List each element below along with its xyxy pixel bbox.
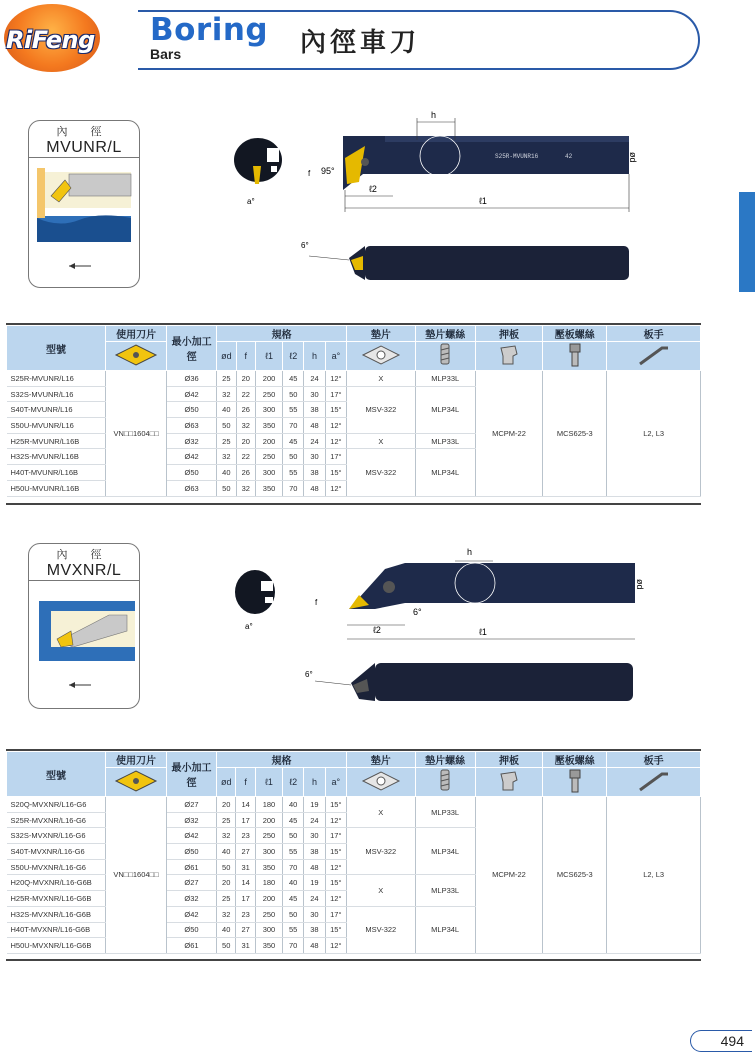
- sub-a: a°: [325, 768, 346, 797]
- cell-model: H25R-MVUNR/L16B: [7, 433, 106, 449]
- cell-f: 31: [236, 938, 255, 954]
- boring-application-illustration: [29, 581, 139, 703]
- col-clamp: 押板: [475, 326, 543, 342]
- cell-model: S32S-MVUNR/L16: [7, 386, 106, 402]
- col-model: 型號: [7, 752, 106, 797]
- cell-f: 26: [236, 402, 255, 418]
- model-card-code: MVUNR/L: [46, 139, 122, 156]
- rifeng-logo-text: RiFeng: [6, 26, 95, 54]
- cell-h: 30: [304, 828, 325, 844]
- cell-h: 19: [304, 875, 325, 891]
- dim-l2: ℓ2: [373, 625, 381, 635]
- sub-d: ød: [217, 342, 237, 371]
- cell-bore: Ø61: [167, 938, 217, 954]
- cell-h: 24: [304, 812, 325, 828]
- cell-bore: Ø42: [167, 449, 217, 465]
- model-card-code: MVXNR/L: [46, 562, 122, 579]
- cell-h: 48: [304, 938, 325, 954]
- cell-bore: Ø50: [167, 465, 217, 481]
- cell-l2: 70: [283, 859, 304, 875]
- cell-shim: MSV-322: [347, 449, 416, 496]
- dim-a: a°: [247, 197, 255, 206]
- cell-l2: 55: [283, 465, 304, 481]
- cell-a: 12°: [325, 938, 346, 954]
- cell-a: 12°: [325, 891, 346, 907]
- shim-icon: [347, 342, 416, 371]
- cell-d: 40: [217, 465, 237, 481]
- cell-model: H25R-MVXNR/L16-G6B: [7, 891, 106, 907]
- cell-model: H40T-MVXNR/L16-G6B: [7, 922, 106, 938]
- col-clamp-screw: 壓板螺絲: [543, 326, 607, 342]
- side-section-tab: [739, 192, 755, 292]
- cell-l2: 55: [283, 402, 304, 418]
- cell-f: 27: [236, 844, 255, 860]
- cell-a: 12°: [325, 433, 346, 449]
- cell-l1: 200: [255, 812, 282, 828]
- cell-h: 19: [304, 797, 325, 813]
- cell-f: 23: [236, 906, 255, 922]
- cell-l2: 50: [283, 828, 304, 844]
- cell-a: 15°: [325, 922, 346, 938]
- cell-d: 40: [216, 844, 236, 860]
- cell-l2: 50: [283, 449, 304, 465]
- col-shim-screw: 墊片螺絲: [415, 326, 475, 342]
- cell-d: 50: [216, 938, 236, 954]
- cell-f: 14: [236, 875, 255, 891]
- cell-clamp: MCPM-22: [475, 371, 543, 497]
- cell-l1: 180: [255, 797, 282, 813]
- cell-l2: 40: [283, 797, 304, 813]
- cell-h: 38: [304, 844, 325, 860]
- insert-icon: [105, 768, 166, 797]
- cell-model: S25R-MVUNR/L16: [7, 371, 106, 387]
- cell-shim: MSV-322: [347, 906, 416, 953]
- cell-d: 50: [217, 418, 237, 434]
- cell-model: H32S-MVXNR/L16-G6B: [7, 906, 106, 922]
- cell-a: 17°: [325, 386, 346, 402]
- col-insert: 使用刀片: [105, 752, 166, 768]
- dim-d: ød: [635, 579, 645, 590]
- dim-angle-95: 95°: [321, 166, 335, 176]
- model-card-header: [29, 544, 139, 581]
- table1-bottom-rule: [6, 503, 701, 505]
- cell-shim: X: [347, 875, 416, 906]
- cell-bore: Ø36: [167, 371, 217, 387]
- sub-l1: ℓ1: [255, 768, 282, 797]
- cell-bore: Ø42: [167, 906, 217, 922]
- cell-d: 20: [216, 797, 236, 813]
- cell-l2: 70: [283, 938, 304, 954]
- cell-bore: Ø32: [167, 891, 217, 907]
- cell-l1: 350: [255, 938, 282, 954]
- cell-shim: X: [347, 433, 416, 449]
- cell-l2: 55: [283, 922, 304, 938]
- col-model: 型號: [7, 326, 106, 371]
- cell-model: H40T-MVUNR/L16B: [7, 465, 106, 481]
- dim-side-angle: 6°: [301, 241, 309, 250]
- cell-bore: Ø63: [167, 418, 217, 434]
- cell-f: 32: [236, 480, 255, 496]
- cell-a: 12°: [325, 859, 346, 875]
- cell-l1: 350: [255, 418, 282, 434]
- cell-wrench: L2, L3: [607, 371, 701, 497]
- cell-l1: 200: [255, 433, 282, 449]
- cell-a: 17°: [325, 906, 346, 922]
- model-card-label: 內 徑: [56, 126, 112, 138]
- cell-f: 22: [236, 449, 255, 465]
- cell-l2: 45: [283, 371, 304, 387]
- spec-table-mvxnr: [6, 751, 701, 954]
- tool-shank-top: [405, 563, 635, 603]
- cell-shim: MSV-322: [347, 386, 416, 433]
- cell-shim-screw: MLP34L: [415, 386, 475, 433]
- wrench-icon: [607, 768, 701, 797]
- cell-l2: 70: [283, 480, 304, 496]
- cell-a: 15°: [325, 875, 346, 891]
- shim-screw-icon: [415, 768, 475, 797]
- model-card-mvxnr: [28, 543, 140, 709]
- cell-model: H32S-MVUNR/L16B: [7, 449, 106, 465]
- cell-bore: Ø61: [167, 859, 217, 875]
- cell-bore: Ø42: [167, 828, 217, 844]
- cell-f: 23: [236, 828, 255, 844]
- boring-application-illustration: [29, 158, 139, 282]
- cell-insert-code: VN□□1604□□: [106, 371, 167, 497]
- dim-h: h: [431, 110, 437, 120]
- table2-bottom-rule: [6, 959, 701, 961]
- tool-shank-side: [365, 246, 629, 280]
- cell-bore: Ø32: [167, 812, 217, 828]
- dim-d: ød: [628, 152, 638, 163]
- subtitle-english: Bars: [150, 46, 182, 62]
- cell-l1: 350: [255, 480, 282, 496]
- cell-d: 25: [216, 891, 236, 907]
- cell-h: 30: [304, 386, 325, 402]
- cell-h: 30: [304, 449, 325, 465]
- cell-a: 12°: [325, 418, 346, 434]
- cell-model: H50U-MVUNR/L16B: [7, 480, 106, 496]
- cell-d: 50: [216, 859, 236, 875]
- cell-a: 12°: [325, 812, 346, 828]
- cell-h: 24: [304, 891, 325, 907]
- cell-d: 50: [217, 480, 237, 496]
- cell-model: S40T-MVUNR/L16: [7, 402, 106, 418]
- cell-shim-screw: MLP34L: [415, 828, 475, 875]
- page-number: 494: [690, 1030, 752, 1052]
- shim-screw-icon: [415, 342, 475, 371]
- cell-d: 20: [216, 875, 236, 891]
- cell-model: H20Q-MVXNR/L16-G6B: [7, 875, 106, 891]
- cell-bore: Ø27: [167, 875, 217, 891]
- cell-d: 40: [216, 922, 236, 938]
- cell-model: S40T-MVXNR/L16-G6: [7, 844, 106, 860]
- cell-a: 17°: [325, 828, 346, 844]
- cell-f: 27: [236, 922, 255, 938]
- clamp-icon: [475, 342, 543, 371]
- cell-model: S25R-MVXNR/L16-G6: [7, 812, 106, 828]
- cell-a: 15°: [325, 844, 346, 860]
- col-shim: 墊片: [347, 752, 416, 768]
- cell-h: 38: [304, 465, 325, 481]
- cell-insert-code: VN□□1604□□: [105, 797, 166, 954]
- col-shim: 墊片: [347, 326, 416, 342]
- cell-shim-screw: MLP34L: [415, 906, 475, 953]
- cell-f: 17: [236, 812, 255, 828]
- cell-h: 38: [304, 402, 325, 418]
- cell-f: 20: [236, 371, 255, 387]
- cell-shim-screw: MLP33L: [415, 371, 475, 387]
- dim-f: f: [315, 598, 318, 607]
- cell-d: 32: [216, 906, 236, 922]
- dim-l1: ℓ1: [479, 627, 487, 637]
- tool-engraving-2: 42: [565, 153, 573, 160]
- table-row: [7, 371, 701, 387]
- sub-a: a°: [325, 342, 346, 371]
- cell-model: S50U-MVUNR/L16: [7, 418, 106, 434]
- cell-bore: Ø50: [167, 922, 217, 938]
- col-insert: 使用刀片: [106, 326, 167, 342]
- cell-l1: 200: [255, 371, 282, 387]
- cell-d: 25: [217, 371, 237, 387]
- cell-clamp: MCPM-22: [475, 797, 543, 954]
- cell-l2: 70: [283, 418, 304, 434]
- clamp-icon: [475, 768, 543, 797]
- cell-l1: 180: [255, 875, 282, 891]
- col-shim-screw: 墊片螺絲: [415, 752, 475, 768]
- cell-l2: 45: [283, 433, 304, 449]
- sub-f: f: [236, 768, 255, 797]
- dim-h: h: [467, 547, 473, 557]
- dim-l2: ℓ2: [369, 184, 377, 194]
- cell-a: 17°: [325, 449, 346, 465]
- cell-h: 48: [304, 859, 325, 875]
- cell-l2: 55: [283, 844, 304, 860]
- cell-f: 17: [236, 891, 255, 907]
- cell-h: 24: [304, 433, 325, 449]
- cell-bore: Ø42: [167, 386, 217, 402]
- cell-a: 15°: [325, 797, 346, 813]
- cell-h: 24: [304, 371, 325, 387]
- cell-shim: MSV-322: [347, 828, 416, 875]
- cell-l2: 45: [283, 812, 304, 828]
- col-wrench: 板手: [607, 752, 701, 768]
- cell-f: 14: [236, 797, 255, 813]
- cell-l1: 250: [255, 906, 282, 922]
- cell-a: 12°: [325, 480, 346, 496]
- cell-h: 48: [304, 418, 325, 434]
- wrench-icon: [607, 342, 701, 371]
- table-row: [7, 797, 701, 813]
- cell-shim: X: [347, 797, 416, 828]
- cell-shim-screw: MLP34L: [415, 449, 475, 496]
- cell-model: S20Q-MVXNR/L16-G6: [7, 797, 106, 813]
- tool-end-view: [235, 570, 275, 614]
- cell-bore: Ø50: [167, 844, 217, 860]
- clamp-screw-icon: [543, 768, 607, 797]
- cell-l2: 50: [283, 906, 304, 922]
- cell-clamp-screw: MCS625-3: [543, 797, 607, 954]
- col-min-bore: 最小加工徑: [167, 752, 217, 797]
- dim-f: f: [308, 169, 311, 178]
- cell-model: S32S-MVXNR/L16-G6: [7, 828, 106, 844]
- cell-l2: 50: [283, 386, 304, 402]
- cell-d: 32: [217, 449, 237, 465]
- cell-f: 31: [236, 859, 255, 875]
- title-english: Boring: [150, 12, 269, 48]
- cell-h: 48: [304, 480, 325, 496]
- col-min-bore: 最小加工徑: [167, 326, 217, 371]
- dim-l1: ℓ1: [479, 196, 487, 206]
- cell-model: H50U-MVXNR/L16-G6B: [7, 938, 106, 954]
- dim-angle-6: 6°: [413, 607, 422, 617]
- cell-a: 15°: [325, 465, 346, 481]
- cell-wrench: L2, L3: [607, 797, 701, 954]
- sub-h: h: [304, 342, 325, 371]
- model-card-label: 內 徑: [56, 549, 112, 561]
- tool-shank-side: [375, 663, 633, 701]
- cell-a: 12°: [325, 371, 346, 387]
- cell-l1: 250: [255, 449, 282, 465]
- col-spec: 規格: [217, 326, 347, 342]
- insert-icon: [106, 342, 167, 371]
- sub-l2: ℓ2: [283, 342, 304, 371]
- cell-l1: 200: [255, 891, 282, 907]
- cell-bore: Ø63: [167, 480, 217, 496]
- cell-h: 38: [304, 922, 325, 938]
- cell-l1: 300: [255, 402, 282, 418]
- cell-f: 32: [236, 418, 255, 434]
- title-chinese: 內徑車刀: [300, 27, 421, 57]
- cell-d: 32: [216, 828, 236, 844]
- cell-l1: 250: [255, 386, 282, 402]
- cell-l2: 45: [283, 891, 304, 907]
- dim-a: a°: [245, 622, 253, 631]
- dim-side-angle: 6°: [305, 670, 313, 679]
- clamp-screw-icon: [543, 342, 607, 371]
- mvxnr-tool-drawing: [225, 535, 645, 710]
- cell-shim: X: [347, 371, 416, 387]
- cell-f: 22: [236, 386, 255, 402]
- sub-f: f: [236, 342, 255, 371]
- col-clamp-screw: 壓板螺絲: [543, 752, 607, 768]
- col-wrench: 板手: [607, 326, 701, 342]
- cell-clamp-screw: MCS625-3: [543, 371, 607, 497]
- cell-bore: Ø50: [167, 402, 217, 418]
- cell-l1: 250: [255, 828, 282, 844]
- cell-d: 25: [217, 433, 237, 449]
- shim-icon: [347, 768, 416, 797]
- cell-d: 40: [217, 402, 237, 418]
- spec-table-mvunr: [6, 325, 701, 497]
- cell-l1: 300: [255, 922, 282, 938]
- cell-d: 32: [217, 386, 237, 402]
- cell-shim-screw: MLP33L: [415, 875, 475, 906]
- cell-shim-screw: MLP33L: [415, 433, 475, 449]
- cell-a: 15°: [325, 402, 346, 418]
- cell-bore: Ø27: [167, 797, 217, 813]
- cell-d: 25: [216, 812, 236, 828]
- cell-h: 30: [304, 906, 325, 922]
- cell-shim-screw: MLP33L: [415, 797, 475, 828]
- col-clamp: 押板: [475, 752, 543, 768]
- cell-l1: 350: [255, 859, 282, 875]
- model-card-header: [29, 121, 139, 158]
- col-spec: 規格: [216, 752, 346, 768]
- cell-l2: 40: [283, 875, 304, 891]
- cell-f: 20: [236, 433, 255, 449]
- cell-model: S50U-MVXNR/L16-G6: [7, 859, 106, 875]
- cell-bore: Ø32: [167, 433, 217, 449]
- mvunr-tool-drawing: [225, 100, 645, 300]
- cell-f: 26: [236, 465, 255, 481]
- sub-h: h: [304, 768, 325, 797]
- tool-engraving: S25R-MVUNR16: [495, 153, 539, 160]
- sub-d: ød: [216, 768, 236, 797]
- cell-l1: 300: [255, 465, 282, 481]
- model-card-mvunr: [28, 120, 140, 288]
- sub-l2: ℓ2: [283, 768, 304, 797]
- cell-l1: 300: [255, 844, 282, 860]
- sub-l1: ℓ1: [255, 342, 282, 371]
